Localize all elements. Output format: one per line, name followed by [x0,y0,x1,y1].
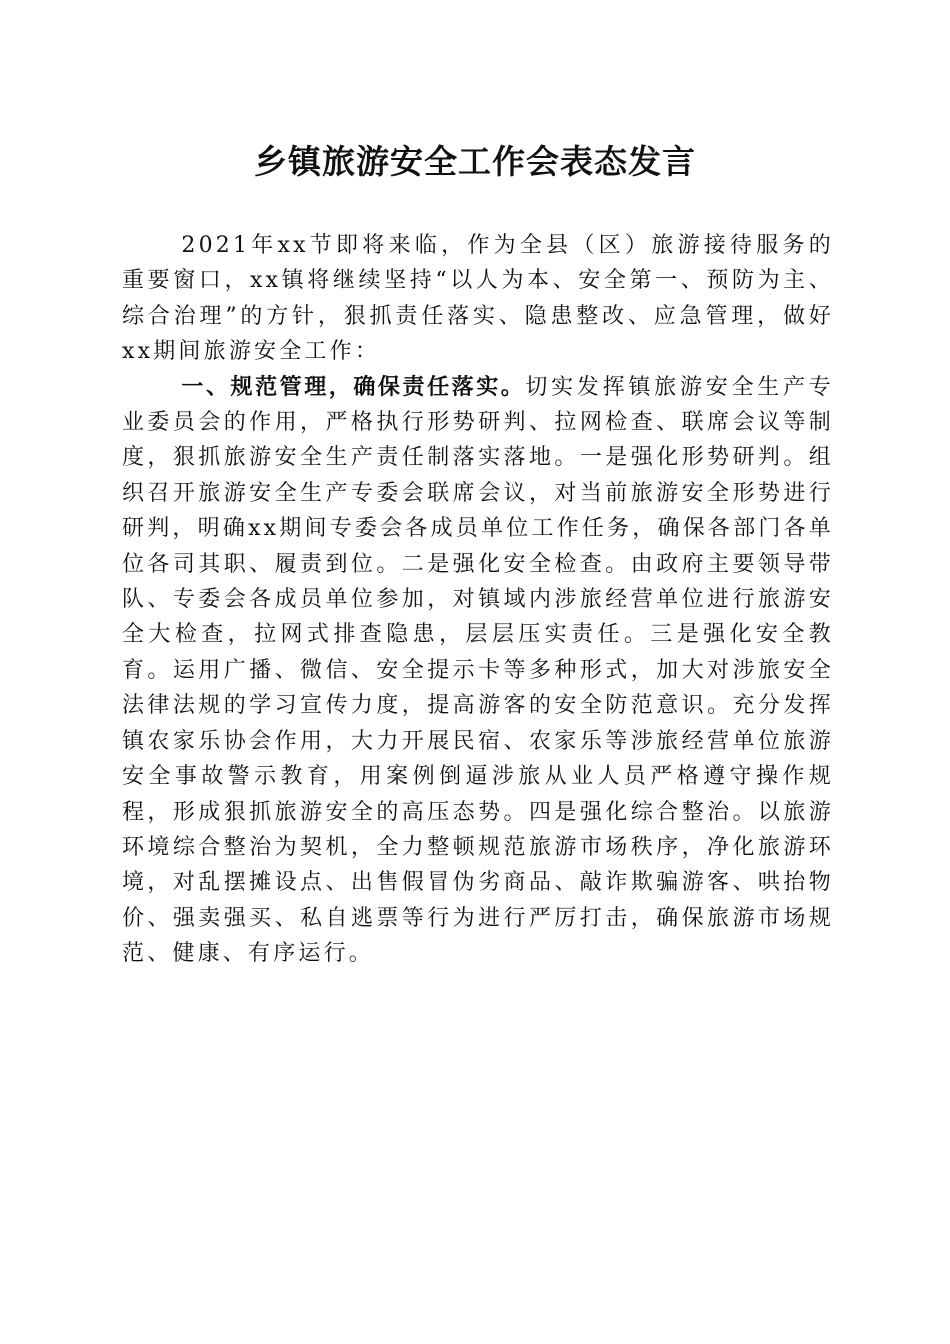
section-paragraph [122,370,834,972]
section-heading: 一、规范管理，确保责任落实。 [181,374,526,400]
document-title: 乡镇旅游安全工作会表态发言 [254,142,696,181]
section-paragraph-text: 切实发挥镇旅游安全生产专业委员会的作用，严格执行形势研判、拉网检查、联席会议等制度，狠抓旅游安全生产责任制落实落地。一是强化形势研判。组织召开旅游安全生产专委会联席会议，对当前旅游安全形势进行研判，明确xx期间专委会各成员单位工作任务，确保各部门各单位各司其职、履责到位。二是强化安全检查。由政府主要领导带队、专委会各成员单位参加，对镇域内涉旅经营单位进行旅游安全大检查，拉网式排查隐患，层层压实责任。三是强化安全教育。运用广播、微信、安全提示卡等多种形式，加大对涉旅安全法律法规的学习宣传力度，提高游客的安全防范意识。充分发挥镇农家乐协会作用，大力开展民宿、农家乐等涉旅经营单位旅游安全事故警示教育，用案例倒逼涉旅从业人员严格遵守操作规程，形成狠抓旅游安全的高压态势。四是强化综合整治。以旅游环境综合整治为契机，全力整顿规范旅游市场秩序，净化旅游环境，对乱摆摊设点、出售假冒伪劣商品、敲诈欺骗游客、哄抬物价、强卖强买、私自逃票等行为进行严厉打击，确保旅游市场规范、健康、有序运行。 [122,374,834,967]
intro-paragraph-text: 2021年xx节即将来临，作为全县（区）旅游接待服务的重要窗口，xx镇将继续坚持“以人为本、安全第一、预防为主、综合治理”的方针，狠抓责任落实、隐患整改、应急管理，做好xx期间旅游安全工作： [122,233,834,365]
document-body [122,228,834,972]
intro-paragraph [122,228,834,370]
